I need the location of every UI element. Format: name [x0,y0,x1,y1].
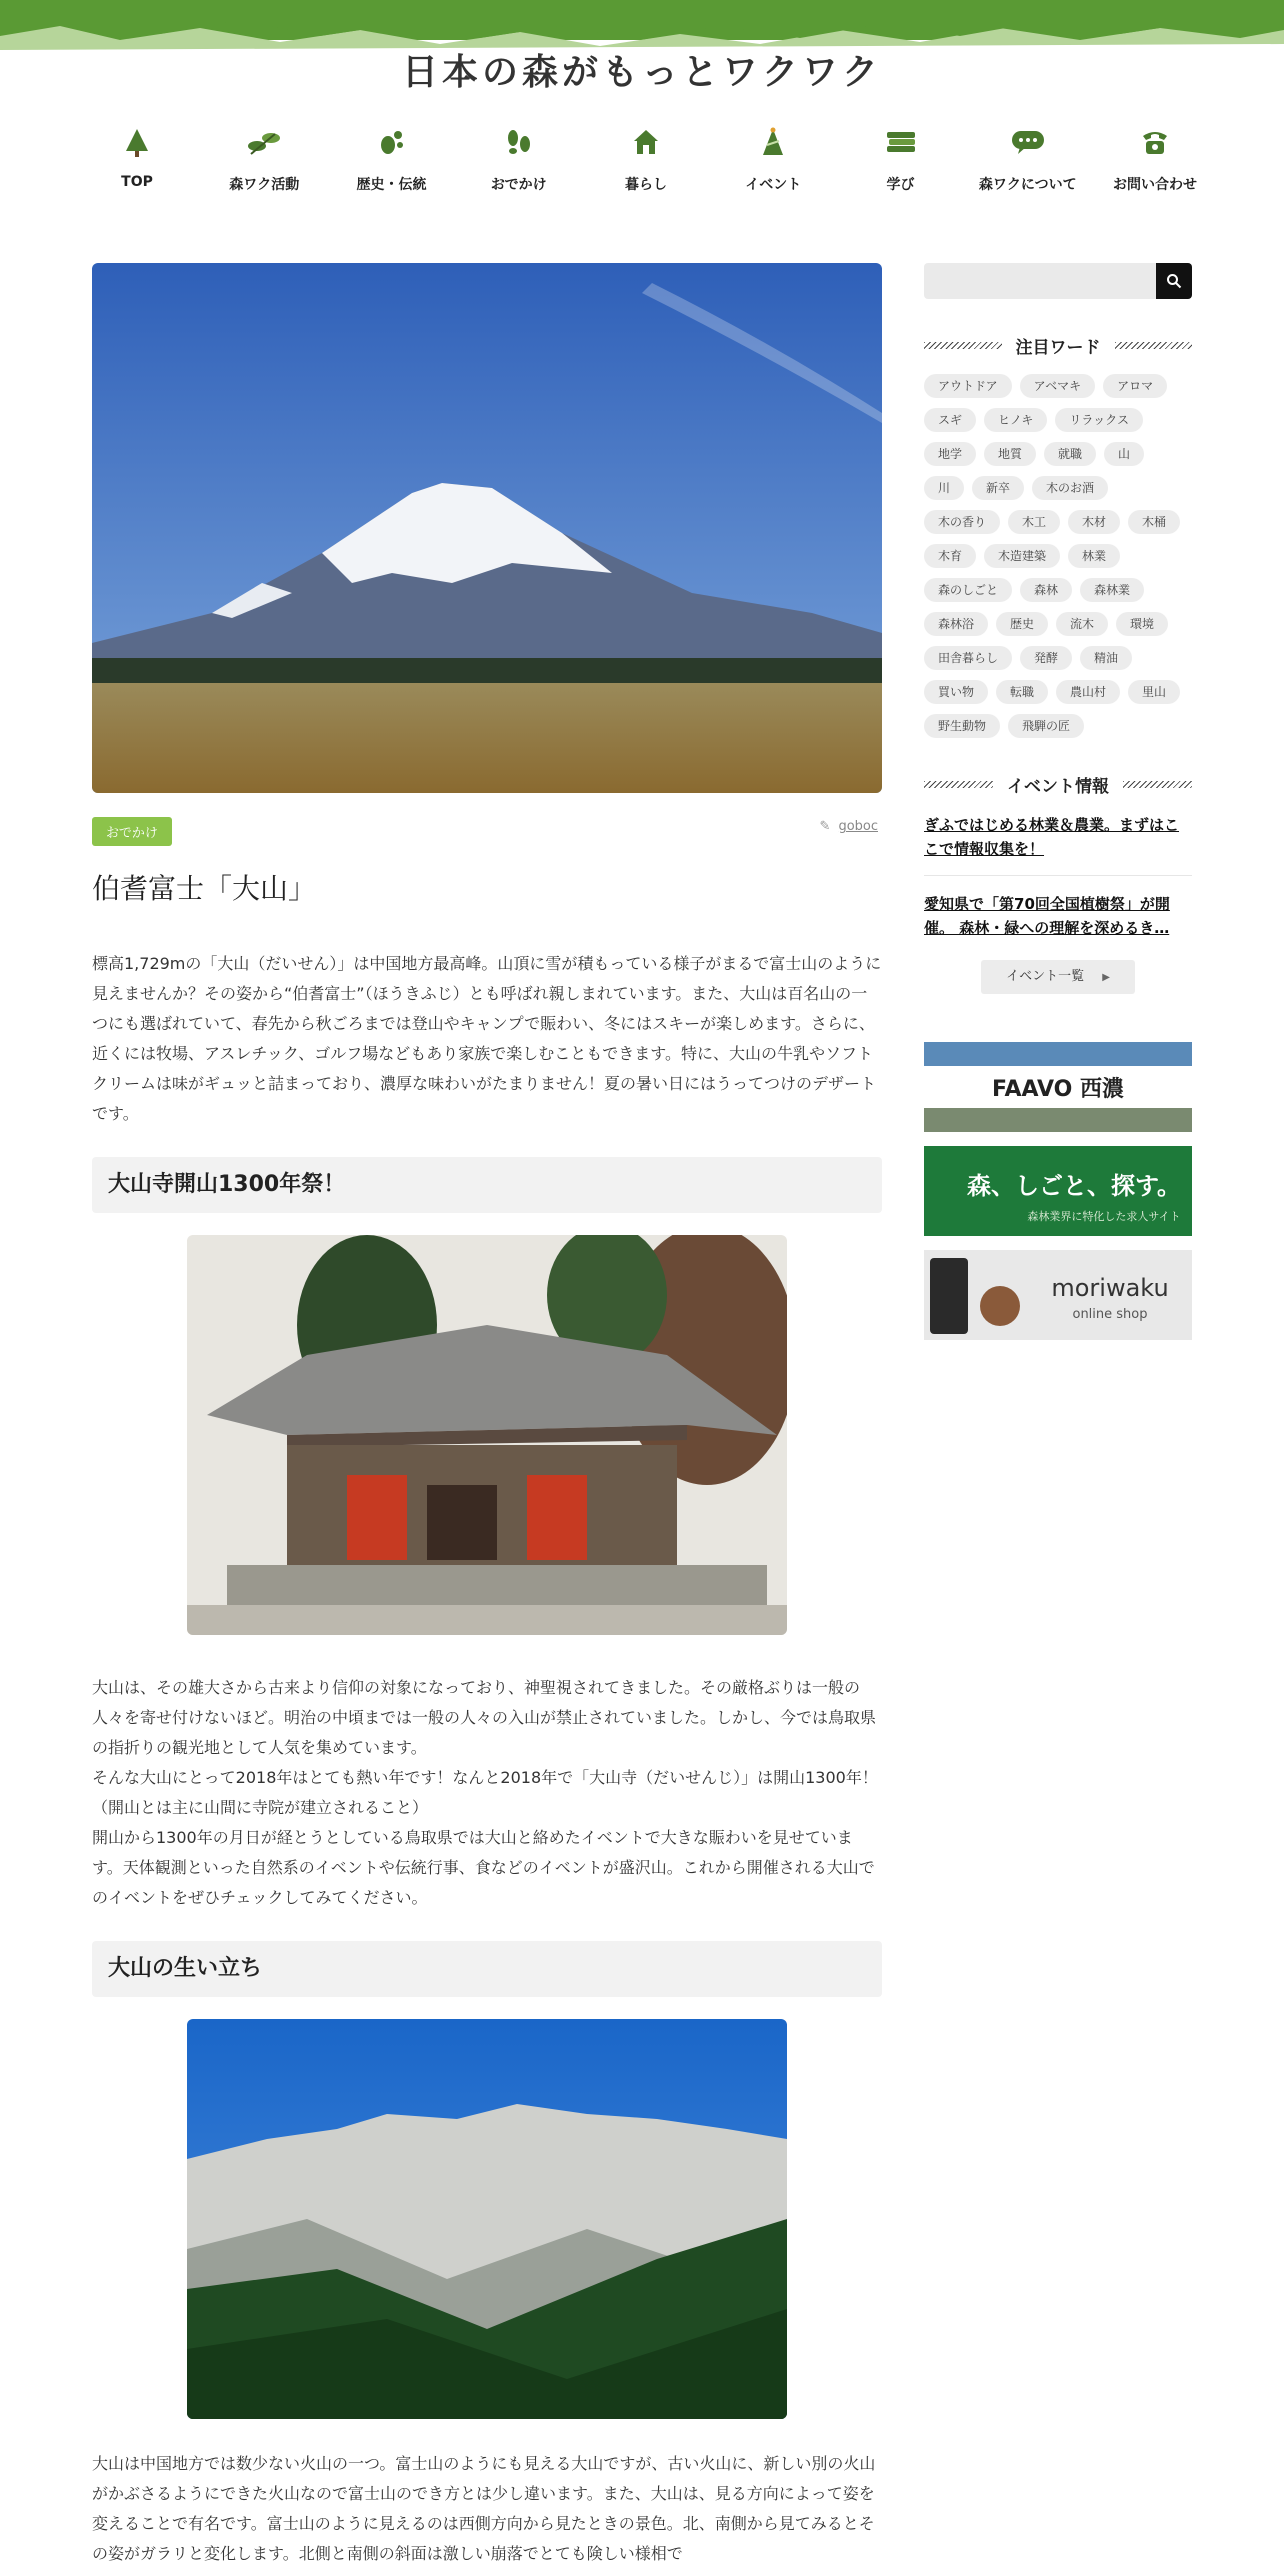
event-link[interactable]: ぎふではじめる林業＆農業。まずはここで情報収集を！ [924,816,1180,858]
faavo-banner-text: FAAVO 西濃 [991,1077,1125,1102]
books-icon [881,122,921,162]
temple-image [187,1235,787,1635]
nav-item-contact[interactable] [1100,122,1210,202]
tag-cloud [924,374,1192,738]
moriwaku-banner-sub: online shop [1072,1307,1148,1322]
tag[interactable]: 地学 [924,442,976,466]
house-icon [626,122,666,162]
search-icon [1166,273,1182,289]
nav-item-outing[interactable] [464,122,574,202]
events-more-label: イベント一覧 [1006,969,1085,984]
tag[interactable]: 歴史 [996,612,1048,636]
search-box [924,263,1192,299]
section-heading: 大山寺開山1300年祭！ [92,1157,882,1213]
tag[interactable]: 新卒 [972,476,1024,500]
tag[interactable]: 流木 [1056,612,1108,636]
nav-item-living[interactable] [591,122,701,202]
tags-heading [924,333,1192,358]
sidebar [924,263,1192,1340]
nav-item-activities[interactable] [209,122,319,202]
tag[interactable]: 環境 [1116,612,1168,636]
tag[interactable]: 木工 [1008,510,1060,534]
article-intro [92,949,882,1129]
tag[interactable]: 飛騨の匠 [1008,714,1084,738]
faavo-banner[interactable] [924,1042,1192,1132]
paragraph: そんな大山にとって2018年はとても熱い年です！なんと2018年で「大山寺（だいせんじ）」は開山1300年！（開山とは主に山間に寺院が建立されること） [92,1768,878,1817]
site-logo[interactable]: 日本の森がもっとワクワク [401,51,882,93]
footprint-icon [372,122,412,162]
tag[interactable]: 木のお酒 [1032,476,1108,500]
tag[interactable]: 里山 [1128,680,1180,704]
events-heading-label: イベント情報 [1007,777,1109,797]
moriwaku-shop-banner[interactable] [924,1250,1192,1340]
tag[interactable]: 森林浴 [924,612,988,636]
tag[interactable]: 木桶 [1128,510,1180,534]
phone-icon [1135,122,1175,162]
tag[interactable]: 農山村 [1056,680,1120,704]
intro-paragraph: 標高1,729mの「大山（だいせん）」は中国地方最高峰。山頂に雪が積もっている様子がまるで富士山のように見えませんか？その姿から“伯耆富士”（ほうきふじ）とも呼ばれ親しまれています。また、大山は百名山の一つにも選ばれていて、春先から秋ごろまでは登山やキャンプで賑わい、冬にはスキーが楽しめます。さらに、近くには牧場、アスレチック、ゴルフ場などもあり家族で楽しむこともできます。特に、大山の牛乳やソフトクリームは味がギュッと詰まっており、濃厚な味わいがたまりません！夏の暑い日にはうってつけのデザートです。 [92,954,882,1123]
mori-job-banner-text: 森、しごと、探す。 [966,1172,1182,1200]
tag[interactable]: 山 [1104,442,1144,466]
tag[interactable]: 森林業 [1080,578,1144,602]
tag[interactable]: 木の香り [924,510,1000,534]
search-input[interactable] [924,263,1156,299]
author-link[interactable] [820,819,878,834]
mountain-ridge-image [187,2019,787,2419]
heading-divider [1115,342,1193,349]
nav-label: おでかけ [490,177,547,193]
events-heading [924,772,1192,797]
tag[interactable]: 木材 [1068,510,1120,534]
paragraph: 大山は、その雄大さから古来より信仰の対象になっており、神聖視されてきました。その厳格ぶりは一般の人々を寄せ付けないほど。明治の中頃までは一般の人々の入山が禁止されていました。しかし、今では鳥取県の指折りの観光地として人気を集めています。 [92,1678,877,1757]
tag[interactable]: 川 [924,476,964,500]
nav-label: 学び [886,177,915,193]
footsteps-icon [499,122,539,162]
nav-item-learning[interactable] [846,122,956,202]
tag[interactable]: 田舎暮らし [924,646,1012,670]
tag[interactable]: ヒノキ [984,408,1047,432]
article-title: 伯耆富士「大山」 [92,872,317,905]
divider [924,875,1192,876]
pencil-icon: ✎ [819,819,831,834]
main-nav [82,122,1210,202]
nav-item-events[interactable] [718,122,828,202]
banner-list [924,1042,1192,1340]
category-badge[interactable]: おでかけ [92,817,172,846]
heading-divider [924,781,993,788]
sprout-icon [244,122,284,162]
tag[interactable]: 木造建築 [984,544,1060,568]
tag[interactable]: 買い物 [924,680,988,704]
article-meta [92,817,882,905]
search-button[interactable] [1156,263,1192,299]
tags-heading-label: 注目ワード [1015,338,1101,358]
nav-label: 暮らし [625,177,667,193]
tag[interactable]: リラックス [1055,408,1143,432]
nav-label: 森ワクについて [978,177,1077,193]
moriwaku-banner-text: moriwaku [1051,1274,1169,1302]
tag[interactable]: 発酵 [1020,646,1072,670]
nav-label: 歴史・伝統 [356,177,427,193]
heading-divider [924,342,1002,349]
paragraph: 大山は中国地方では数少ない火山の一つ。富士山のようにも見える大山ですが、古い火山に、新しい別の火山がかぶさるようにできた火山なので富士山のでき方とは少し違います。また、大山は、見る方向によって姿を変えることで有名です。富士山のように見えるのは西側方向から見たときの景色。北、南側から見てみるとその姿がガラリと変化します。北側と南側の斜面は激しい崩落でとても険しい様相で [92,2454,876,2563]
tag[interactable]: 木育 [924,544,976,568]
play-arrow-icon: ▶ [1102,972,1110,983]
nav-item-top[interactable] [82,122,192,202]
tag[interactable]: 就職 [1044,442,1096,466]
nav-item-about[interactable] [973,122,1083,202]
tag[interactable]: スギ [924,408,976,432]
tag[interactable]: 野生動物 [924,714,1000,738]
nav-label: イベント [745,177,802,193]
events-more-button[interactable] [981,960,1135,994]
tag[interactable]: 森のしごと [924,578,1012,602]
section-heading: 大山の生い立ち [92,1941,882,1997]
author-name: goboc [838,819,878,834]
tag[interactable]: 転職 [996,680,1048,704]
mori-job-banner-sub: 森林業界に特化した求人サイト [1027,1210,1181,1223]
tag[interactable]: 精油 [1080,646,1132,670]
tag[interactable]: アベマキ [1020,374,1096,398]
tree-icon [117,122,157,162]
tag[interactable]: 森林 [1020,578,1072,602]
article [92,263,882,2568]
mori-job-banner[interactable] [924,1146,1192,1236]
nav-item-history[interactable] [337,122,447,202]
tag[interactable]: アウトドア [924,374,1012,398]
tag[interactable]: 林業 [1068,544,1120,568]
section2-body [92,2449,882,2568]
hero-image-mount-daisen [92,263,882,793]
nav-label: お問い合わせ [1113,177,1197,193]
event-link[interactable]: 愛知県で「第70回全国植樹祭」が開催。 森林・緑への理解を深めるき… [924,895,1170,937]
speech-bubble-icon [1008,122,1048,162]
tag[interactable]: 地質 [984,442,1036,466]
party-hat-icon [753,122,793,162]
section1-body [92,1673,882,1913]
nav-label: 森ワク活動 [229,177,300,193]
nav-label: TOP [121,174,153,190]
heading-divider [1123,781,1192,788]
tag[interactable]: アロマ [1103,374,1167,398]
paragraph: 開山から1300年の月日が経とうとしている鳥取県では大山と絡めたイベントで大きな賑わいを見せています。天体観測といった自然系のイベントや伝統行事、食などのイベントが盛沢山。これから開催される大山でのイベントをぜひチェックしてみてください。 [92,1828,875,1907]
